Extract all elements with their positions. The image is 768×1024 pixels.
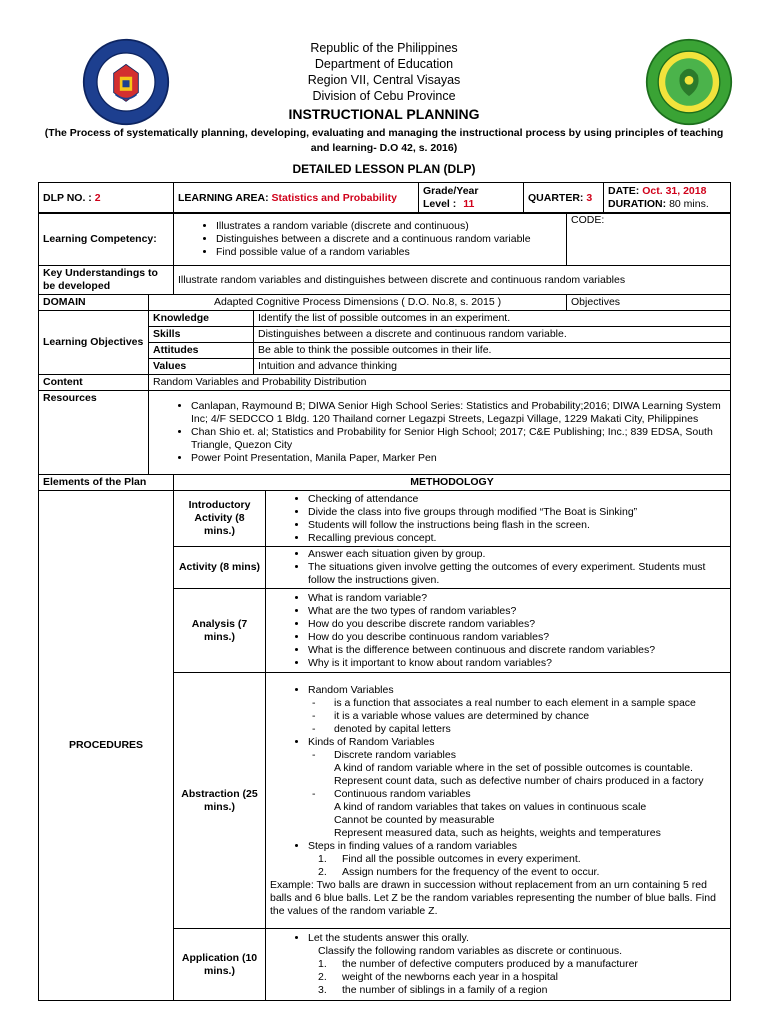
activity-item: • The situations given involve getting the outcomes of every experiment. Students must follow the instructions given. xyxy=(308,561,726,587)
learning-objectives-label: Learning Objectives xyxy=(39,311,149,375)
objective-text: Be able to think the possible outcomes in their life. xyxy=(254,343,731,359)
abstraction-label: Abstraction (25 mins.) xyxy=(174,673,266,929)
analysis-item: • How do you describe discrete random variables? xyxy=(308,618,726,631)
dlp-body-table xyxy=(38,212,731,1001)
dlp-title: DETAILED LESSON PLAN (DLP) xyxy=(292,162,476,176)
continuous-line: Represent measured data, such as heights, weights and temperatures xyxy=(334,826,661,839)
analysis-list xyxy=(266,589,731,673)
level-label: Level : xyxy=(423,198,457,210)
application-item: weight of the newborns each year in a hospital xyxy=(342,971,558,983)
abstraction-heading: • Kinds of Random Variables xyxy=(308,736,726,749)
grade-level-cell xyxy=(419,183,524,214)
level-value: 11 xyxy=(463,198,475,210)
resources-label: Resources xyxy=(39,391,149,475)
activity-label: Activity (8 mins) xyxy=(174,547,266,589)
objective-text: Identify the list of possible outcomes in an experiment. xyxy=(254,311,731,327)
learning-competency-label: Learning Competency: xyxy=(39,213,174,266)
continuous-line: A kind of random variables that takes on values in continuous scale xyxy=(334,800,647,813)
activity-list xyxy=(266,547,731,589)
competency-item: • Distinguishes between a discrete and a continuous random variable xyxy=(216,233,562,246)
application-instruction: Classify the following random variables as discrete or continuous. xyxy=(318,945,623,957)
resource-item: • Power Point Presentation, Manila Paper, Marker Pen xyxy=(191,452,726,465)
abstraction-content: • Random Variables - is a function that associates a real number to each element in a sample space - it is a variable whose values are determined by chance - denoted by capital letters • Kinds of Random Variables - Discrete random variables A kind of random variable where in the set of possible outcomes is countable. Represent count data, such as defective number of chairs produced in a factory - Continuous random variables A kind of random variables that takes on values in continuous scale Cannot be counted by measurable Represent measured data, such as heights, weights and temperatures • Steps in finding values of a random variables 1. Find all the possible outcomes in every experiment. 2. Assign numbers for the frequency of the event to occur. Example: Two balls are drawn in succession without replacement from an urn containing 5 red balls and 6 blue balls. Let Z be the random variables representing the number of blue balls. Find the values of the random variable Z. xyxy=(266,673,731,929)
introductory-activity-list xyxy=(266,491,731,547)
domain-label: DOMAIN xyxy=(39,295,149,311)
code-cell: CODE: xyxy=(567,213,731,266)
objective-text: Distinguishes between a discrete and continuous random variable. xyxy=(254,327,731,343)
objective-domain: Attitudes xyxy=(149,343,254,359)
objective-domain: Skills xyxy=(149,327,254,343)
competency-item: • Find possible value of a random variables xyxy=(216,246,562,259)
header-division: Division of Cebu Province xyxy=(312,89,456,103)
application-item: the number of defective computers produced by a manufacturer xyxy=(342,958,638,970)
content-text: Random Variables and Probability Distribution xyxy=(149,375,731,391)
analysis-item: • What is the difference between continuous and discrete random variables? xyxy=(308,644,726,657)
duration-label: DURATION: xyxy=(608,198,667,210)
example-text: Example: Two balls are drawn in succession without replacement from an urn containing 5 red balls and 6 blue balls. Let Z be the random variables representing the number of blue balls. Find the values of the random variable Z. xyxy=(270,878,716,917)
learning-area-value: Statistics and Probability xyxy=(271,191,397,204)
rv-definition: denoted by capital letters xyxy=(334,722,451,735)
letterhead xyxy=(0,40,768,104)
date-value: Oct. 31, 2018 xyxy=(642,185,707,197)
key-understandings-label: Key Understandings to be developed xyxy=(39,266,174,295)
abstraction-heading: • Random Variables xyxy=(308,684,726,697)
content-label: Content xyxy=(39,375,149,391)
introductory-activity-label: Introductory Activity (8 mins.) xyxy=(174,491,266,547)
quarter-cell xyxy=(524,183,604,214)
continuous-line: Cannot be counted by measurable xyxy=(334,813,495,826)
objectives-header: Objectives xyxy=(567,295,731,311)
application-intro: • Let the students answer this orally. xyxy=(308,932,726,945)
intro-item: • Students will follow the instructions being flash in the screen. xyxy=(308,519,726,532)
quarter-label: QUARTER: xyxy=(528,191,584,204)
discrete-line: A kind of random variable where in the set of possible outcomes is countable. xyxy=(334,761,693,774)
analysis-item: • What are the two types of random variables? xyxy=(308,605,726,618)
rv-definition: is a function that associates a real number to each element in a sample space xyxy=(334,696,696,709)
application-label: Application (10 mins.) xyxy=(174,929,266,1001)
header-region: Region VII, Central Visayas xyxy=(307,73,461,87)
dlp-number-cell xyxy=(39,183,174,214)
analysis-item: • How do you describe continuous random variables? xyxy=(308,631,726,644)
key-understandings-text: Illustrate random variables and distinguishes between discrete and continuous random variables xyxy=(174,266,731,295)
intro-item: • Checking of attendance xyxy=(308,493,726,506)
dlp-number-value: 2 xyxy=(94,191,101,204)
methodology-header: METHODOLOGY xyxy=(174,475,731,491)
objective-text: Intuition and advance thinking xyxy=(254,359,731,375)
intro-item: • Divide the class into five groups through modified “The Boat is Sinking” xyxy=(308,506,726,519)
rv-definition: it is a variable whose values are determined by chance xyxy=(334,709,590,722)
abstraction-heading: • Steps in finding values of a random variables xyxy=(308,840,726,853)
application-content: • Let the students answer this orally. Classify the following random variables as discrete or continuous. 1. the number of defective computers produced by a manufacturer 2. weight of the newborns each year in a hospital 3. the number of siblings in a family of a region xyxy=(266,929,731,1001)
header-republic: Republic of the Philippines xyxy=(310,41,458,55)
objective-domain: Knowledge xyxy=(149,311,254,327)
learning-competency-list xyxy=(174,213,567,266)
quarter-value: 3 xyxy=(586,191,593,204)
discrete-title: Discrete random variables xyxy=(334,748,456,761)
analysis-item: • Why is it important to know about random variables? xyxy=(308,657,726,670)
document-subtitle: (The Process of systematically planning, developing, evaluating and managing the instructional process by using principles of teaching and learning- D.O 42, s. 2016) xyxy=(44,127,724,154)
objective-domain: Values xyxy=(149,359,254,375)
procedures-label: PROCEDURES xyxy=(39,491,174,1001)
grade-year-label: Grade/Year xyxy=(423,185,479,197)
discrete-line: Represent count data, such as defective number of chairs produced in a factory xyxy=(334,774,704,787)
step-item: Find all the possible outcomes in every experiment. xyxy=(342,852,581,865)
learning-area-cell xyxy=(174,183,419,214)
analysis-item: • What is random variable? xyxy=(308,592,726,605)
elements-of-plan-label: Elements of the Plan xyxy=(39,475,174,491)
competency-item: • Illustrates a random variable (discrete and continuous) xyxy=(216,220,562,233)
continuous-title: Continuous random variables xyxy=(334,787,471,800)
dlp-number-label: DLP NO. : xyxy=(43,191,92,204)
header-department: Department of Education xyxy=(314,57,454,71)
resource-item: • Chan Shio et. al; Statistics and Probability for Senior High School; 2017; C&E Publishing; Inc.; 839 EDSA, South Triangle, Quezon City xyxy=(191,426,726,452)
learning-area-label: LEARNING AREA: xyxy=(178,191,269,204)
date-label: DATE: xyxy=(608,185,640,197)
application-item: the number of siblings in a family of a region xyxy=(342,984,548,996)
resource-item: • Canlapan, Raymound B; DIWA Senior High School Series: Statistics and Probability;2016; DIWA Learning System Inc; 4/F SEDCCO 1 Bldg. 120 Thailand corner Legazpi Streets, Legazpi Village, 1229 Makati City, Philippines xyxy=(191,400,726,426)
intro-item: • Recalling previous concept. xyxy=(308,532,726,545)
dlp-info-table xyxy=(38,182,731,214)
resources-list xyxy=(149,391,731,475)
date-duration-cell xyxy=(604,183,731,214)
analysis-label: Analysis (7 mins.) xyxy=(174,589,266,673)
domain-text: Adapted Cognitive Process Dimensions ( D.O. No.8, s. 2015 ) xyxy=(149,295,567,311)
duration-value: 80 mins. xyxy=(669,198,709,210)
step-item: Assign numbers for the frequency of the event to occur. xyxy=(342,865,600,878)
activity-item: • Answer each situation given by group. xyxy=(308,548,726,561)
document-title: INSTRUCTIONAL PLANNING xyxy=(288,106,480,122)
